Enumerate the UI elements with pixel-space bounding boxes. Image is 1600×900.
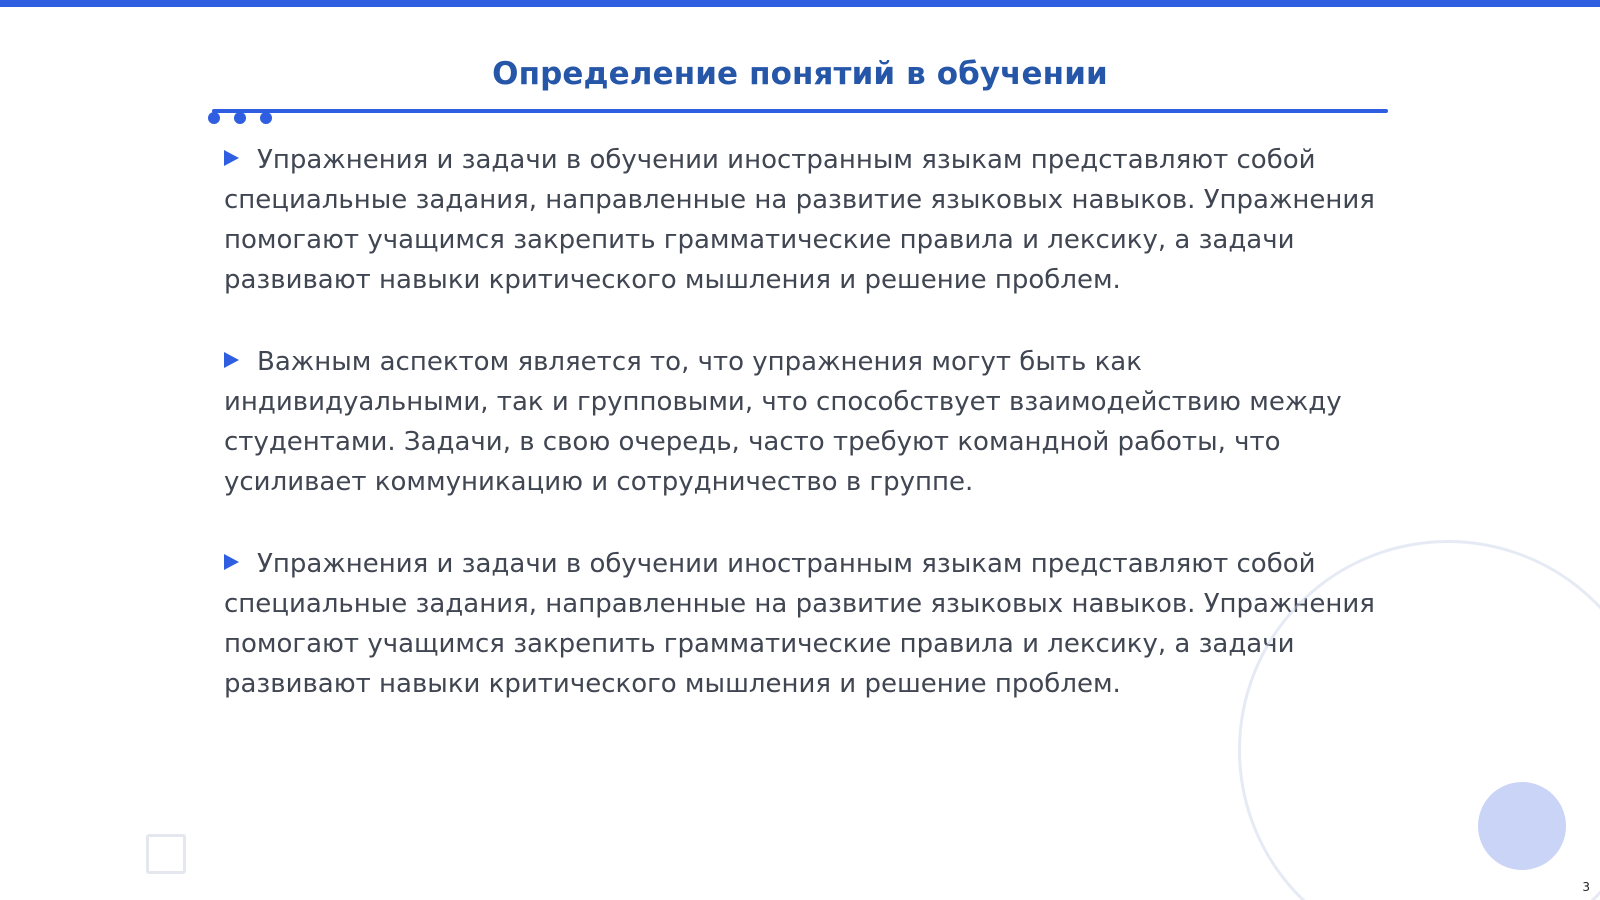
- paragraph-text: Упражнения и задачи в обучении иностранным языкам представляют собой специальные задания, направленные на развитие языковых навыков. Упражнения помогают учащимся закрепить грамматические правила и лексику, а задачи развивают навыки критического мышления и решение проблем.: [224, 145, 1375, 295]
- underline-dot: [260, 112, 272, 124]
- triangle-bullet-icon: [224, 554, 239, 570]
- paragraph-text: Важным аспектом является то, что упражнения могут быть как индивидуальными, так и групповыми, что способствует взаимодействию между студентами. Задачи, в свою очередь, часто требуют командной работы, что усиливает коммуникацию и сотрудничество в группе.: [224, 347, 1342, 497]
- decorative-circle: [1478, 782, 1566, 870]
- paragraph-text: Упражнения и задачи в обучении иностранным языкам представляют собой специальные задания, направленные на развитие языковых навыков. Упражнения помогают учащимся закрепить грамматические правила и лексику, а задачи развивают навыки критического мышления и решение проблем.: [224, 549, 1375, 699]
- decorative-square: [146, 834, 186, 874]
- underline-dot: [234, 112, 246, 124]
- slide-content: [224, 140, 1384, 746]
- triangle-bullet-icon: [224, 150, 239, 166]
- page-number: 3: [1582, 880, 1590, 894]
- triangle-bullet-icon: [224, 352, 239, 368]
- bullet-paragraph: [224, 342, 1384, 502]
- bullet-paragraph: [224, 544, 1384, 704]
- slide-title: Определение понятий в обучении: [492, 56, 1108, 92]
- top-accent-bar: [0, 0, 1600, 7]
- bullet-paragraph: [224, 140, 1384, 300]
- underline-dot: [208, 112, 220, 124]
- title-underline: [212, 109, 1388, 113]
